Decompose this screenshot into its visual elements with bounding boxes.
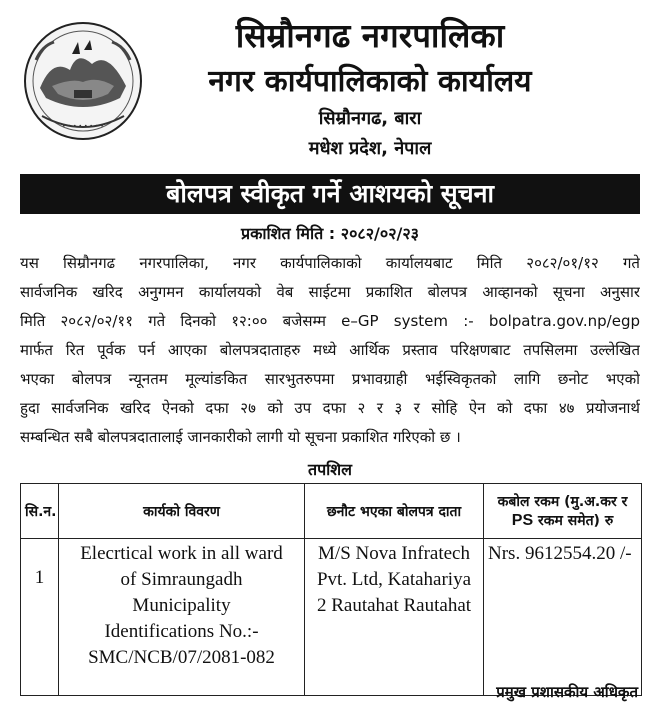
awards-table <box>20 483 642 696</box>
svg-text:• • • • • • • •: • • • • • • • • <box>62 123 104 130</box>
body-line: मिति २०८२/०२/११ गते दिनको १२:०० बजेसम्म e–GP system :- bolpatra.gov.np/egp <box>20 312 640 330</box>
body-line: सार्वजनिक खरिद अनुगमन कार्यालयको वेब साईटमा प्रकाशित बोलपत्र आव्हानको सूचना अनुसार <box>20 283 640 301</box>
description-line: SMC/NCB/07/2081-082 <box>88 647 275 668</box>
body-line: सम्बन्धित सबै बोलपत्रदातालाई जानकारीको लागी यो सूचना प्रकाशित गरिएको छ । <box>20 428 461 446</box>
table-row <box>21 539 642 696</box>
description-line: Elecrtical work in all ward <box>80 543 283 564</box>
header-bid-amount-line1: कबोल रकम (मु.अ.कर र <box>497 494 628 510</box>
bidder-line: Pvt. Ltd, Katahariya <box>316 569 472 590</box>
row-bid-amount: Nrs. 9612554.20 /- <box>484 539 642 696</box>
province-country: मधेश प्रदेश, नेपाल <box>308 138 432 159</box>
header-bid-amount-line2 <box>488 511 637 530</box>
office-location: सिम्रौनगढ, बारा <box>318 108 422 129</box>
table-header-row <box>21 484 642 539</box>
header-selected-bidder: छनौट भएका बोलपत्र दाता <box>305 484 484 539</box>
body-line: यस सिम्रौनगढ नगरपालिका, नगर कार्यपालिकाको कार्यालयबाट मिति २०८२/०१/१२ गते <box>20 254 640 272</box>
header-bid-amount <box>484 484 642 539</box>
notice-title: बोलपत्र स्वीकृत गर्ने आशयको सूचना <box>20 174 640 214</box>
body-line: मार्फत रित पूर्वक पर्न आएका बोलपत्रदाताहरु मध्ये आर्थिक प्रस्ताव परिक्षणबाट तपसिलमा उल्लेखित <box>20 341 640 359</box>
row-work-description <box>59 539 305 696</box>
bidder-line: M/S Nova Infratech <box>318 543 470 564</box>
publication-date: प्रकाशित मिति : २०८२/०२/२३ <box>240 224 419 243</box>
body-line: भएका बोलपत्र न्यूनतम मूल्यांङकित सारभुतरुपमा प्रभावग्राही भईस्विकृतको लागि छनोट भएको <box>20 370 640 388</box>
header-bid-amount-suffix: रकम समेत) रु <box>538 513 614 529</box>
office-name: नगर कार्यपालिकाको कार्यालय <box>208 64 532 99</box>
table-heading: तपशिल <box>307 460 353 479</box>
description-line: Identifications No.:- <box>104 621 259 642</box>
bidder-line: 2 Rautahat Rautahat <box>316 595 472 616</box>
header-work-description: कार्यको विवरण <box>59 484 305 539</box>
body-line: हुदा सार्वजनिक खरिद ऐनको दफा २७ को उप दफा २ र ३ र सोहि ऐन को दफा ४७ प्रयोजनार्थ <box>20 399 640 417</box>
signatory-title: प्रमुख प्रशासकीय अधिकृत <box>496 683 638 701</box>
description-line: Municipality <box>132 595 231 616</box>
nepal-government-emblem-icon <box>22 20 144 142</box>
description-line: of Simraungadh <box>120 569 243 590</box>
row-selected-bidder <box>305 539 484 696</box>
header-bid-amount-ps: PS <box>511 512 534 529</box>
header-serial-no: सि.न. <box>21 484 59 539</box>
row-serial-no: 1 <box>21 539 59 696</box>
municipality-name: सिम्रौनगढ नगरपालिका <box>235 16 505 55</box>
